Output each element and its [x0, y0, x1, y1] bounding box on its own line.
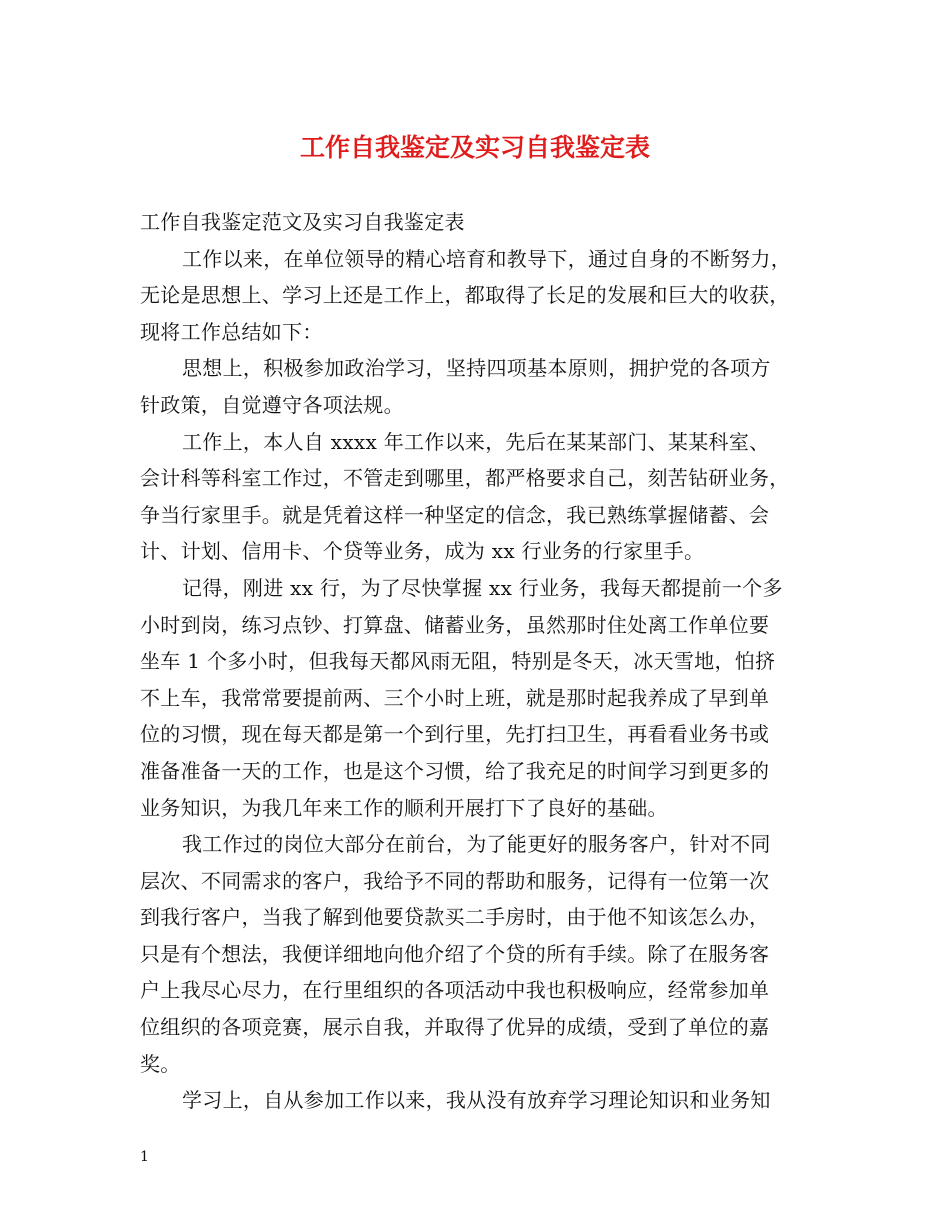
text-line: 层次、不同需求的客户，我给予不同的帮助和服务，记得有一位第一次 — [140, 868, 770, 893]
text-line: 小时到岗，练习点钞、打算盘、储蓄业务，虽然那时住处离工作单位要 — [140, 612, 770, 637]
page-number: 1 — [140, 1149, 149, 1165]
text-line: 不上车，我常常要提前两、三个小时上班，就是那时起我养成了早到单 — [140, 685, 770, 710]
text-line: 现将工作总结如下： — [140, 319, 323, 344]
document-body — [140, 204, 820, 1119]
text-line: 争当行家里手。就是凭着这样一种坚定的信念，我已熟练掌握储蓄、会 — [140, 502, 770, 527]
text-line: 位组织的各项竞赛，展示自我，并取得了优异的成绩，受到了单位的嘉 — [140, 1015, 770, 1040]
text-line: 记得，刚进 xx 行，为了尽快掌握 xx 行业务，我每天都提前一个多 — [182, 575, 783, 600]
text-line: 坐车 1 个多小时，但我每天都风雨无阻，特别是冬天，冰天雪地，怕挤 — [140, 649, 776, 674]
text-line: 工作自我鉴定范文及实习自我鉴定表 — [140, 210, 465, 234]
text-line: 我工作过的岗位大部分在前台，为了能更好的服务客户，针对不同 — [182, 832, 771, 857]
text-line: 思想上，积极参加政治学习，坚持四项基本原则，拥护党的各项方 — [182, 356, 771, 381]
text-line: 业务知识，为我几年来工作的顺利开展打下了良好的基础。 — [140, 795, 668, 820]
text-line: 计、计划、信用卡、个贷等业务，成为 xx 行业务的行家里手。 — [140, 539, 705, 564]
text-line: 户上我尽心尽力，在行里组织的各项活动中我也积极响应，经常参加单 — [140, 978, 770, 1003]
text-line: 位的习惯，现在每天都是第一个到行里，先打扫卫生，再看看业务书或 — [140, 722, 770, 747]
text-line: 准备准备一天的工作，也是这个习惯，给了我充足的时间学习到更多的 — [140, 758, 770, 783]
text-line: 会计科等科室工作过，不管走到哪里，都严格要求自己，刻苦钻研业务， — [140, 466, 790, 491]
text-line: 只是有个想法，我便详细地向他介绍了个贷的所有手续。除了在服务客 — [140, 941, 770, 966]
text-line: 到我行客户，当我了解到他要贷款买二手房时，由于他不知该怎么办， — [140, 905, 770, 930]
text-line: 学习上，自从参加工作以来，我从没有放弃学习理论知识和业务知 — [182, 1088, 771, 1113]
text-line: 奖。 — [140, 1051, 181, 1076]
text-line: 无论是思想上、学习上还是工作上，都取得了长足的发展和巨大的收获， — [140, 283, 790, 308]
document-title: 工作自我鉴定及实习自我鉴定表 — [299, 133, 650, 162]
text-line: 针政策，自觉遵守各项法规。 — [140, 392, 404, 417]
text-line: 工作上，本人自 xxxx 年工作以来，先后在某某部门、某某科室、 — [182, 429, 770, 454]
text-line: 工作以来，在单位领导的精心培育和教导下，通过自身的不断努力， — [182, 246, 791, 271]
